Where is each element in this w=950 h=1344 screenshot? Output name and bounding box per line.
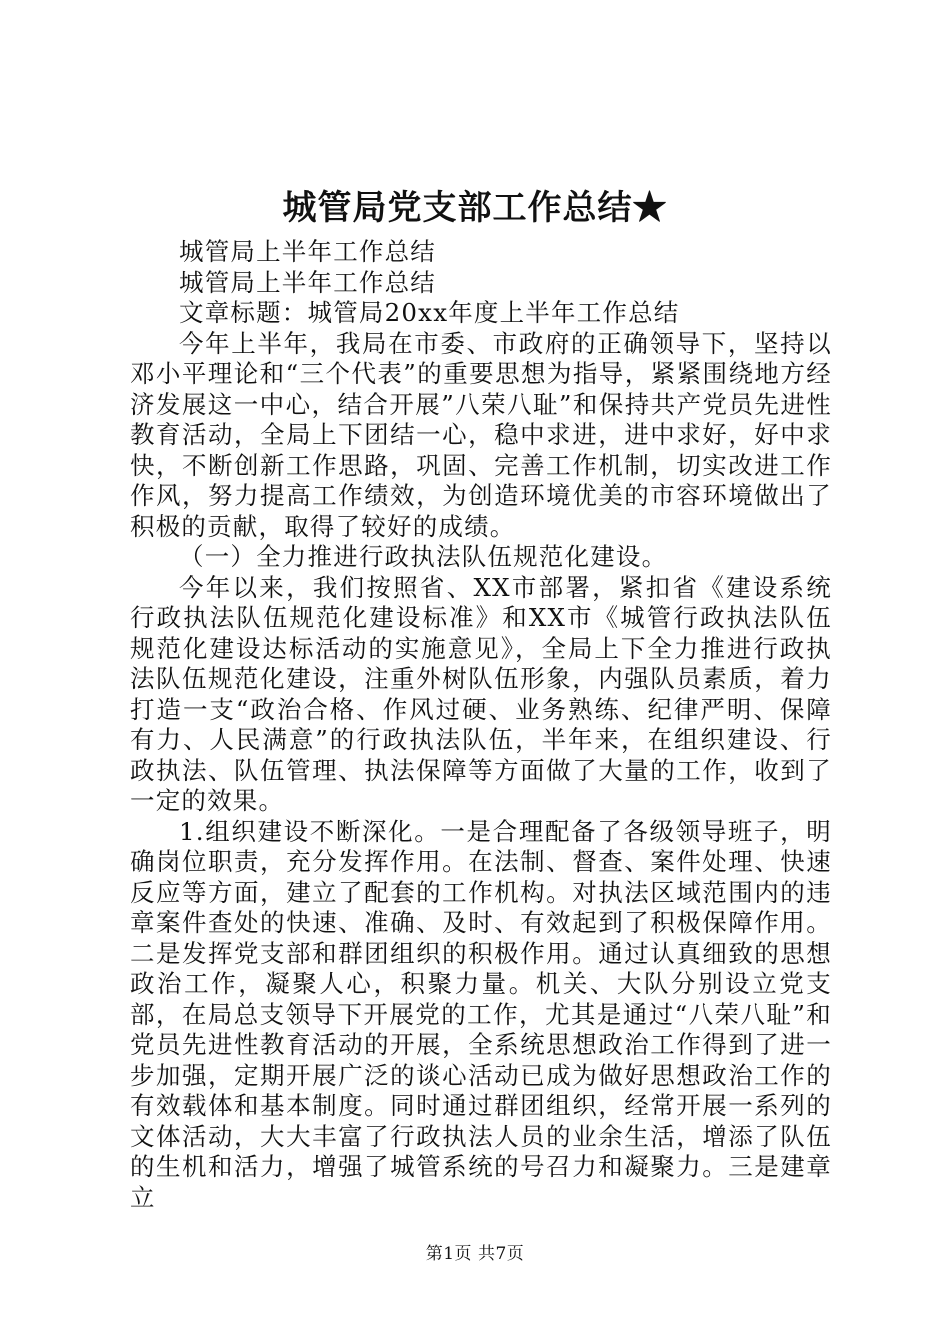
- body-paragraph: 1.组织建设不断深化。一是合理配备了各级领导班子，明确岗位职责，充分发挥作用。在法制、督查、案件处理、快速反应等方面，建立了配套的工作机构。对执法区域范围内的违章案件查处的快速、准确、及时、有效起到了积极保障作用。二是发挥党支部和群团组织的积极作用。通过认真细致的思想政治工作，凝聚人心，积聚力量。机关、大队分别设立党支部，在局总支领导下开展党的工作，尤其是通过“八荣八耻”和党员先进性教育活动的开展，全系统思想政治工作得到了进一步加强，定期开展广泛的谈心活动已成为做好思想政治工作的有效载体和基本制度。同时通过群团组织，经常开展一系列的文体活动，大大丰富了行政执法人员的业余生活，增添了队伍的生机和活力，增强了城管系统的号召力和凝聚力。三是建章立: [130, 816, 832, 1212]
- subtitle-line: 城管局上半年工作总结: [179, 267, 436, 297]
- section-heading: （一）全力推进行政执法队伍规范化建设。: [179, 542, 668, 571]
- article-title-line: 文章标题：城管局20xx年度上半年工作总结: [179, 298, 680, 327]
- document-title: 城管局党支部工作总结★: [282, 188, 668, 228]
- subtitle-line: 城管局上半年工作总结: [179, 237, 436, 266]
- document-body: [130, 237, 832, 1213]
- body-paragraph: 今年以来，我们按照省、XX市部署，紧扣省《建设系统行政执法队伍规范化建设标准》和XX市《城管行政执法队伍规范化建设达标活动的实施意见》，全局上下全力推进行政执法队伍规范化建设，注重外树队伍形象，内强队员素质，着力打造一支“政治合格、作风过硬、业务熟练、纪律严明、保障有力、人民满意”的行政执法队伍，半年来，在组织建设、行政执法、队伍管理、执法保障等方面做了大量的工作，收到了一定的效果。: [130, 572, 832, 815]
- body-paragraph: 今年上半年，我局在市委、市政府的正确领导下，坚持以邓小平理论和“三个代表”的重要思想为指导，紧紧围绕地方经济发展这一中心，结合开展”八荣八耻”和保持共产党员先进性教育活动，全局上下团结一心，稳中求进，进中求好，好中求快，不断创新工作思路，巩固、完善工作机制，切实改进工作作风，努力提高工作绩效，为创造环境优美的市容环境做出了积极的贡献，取得了较好的成绩。: [130, 328, 832, 541]
- page-number: 第1页 共7页: [425, 1244, 525, 1264]
